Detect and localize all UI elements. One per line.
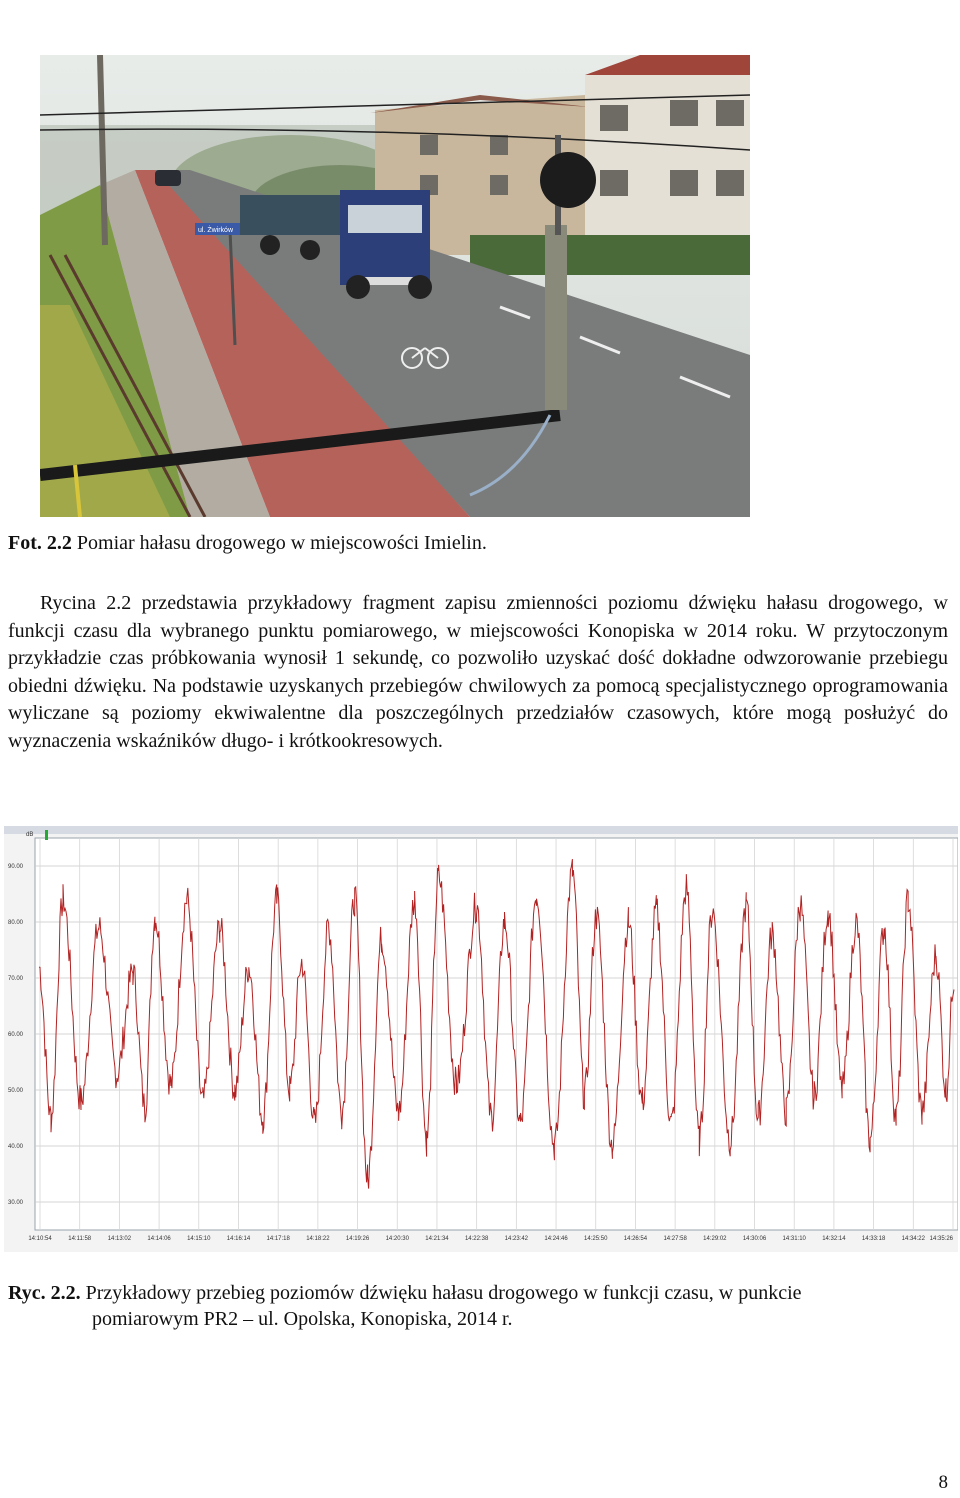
x-tick-label: 14:11:58 <box>68 1236 92 1242</box>
x-tick-label: 14:15:10 <box>187 1236 211 1242</box>
hedge <box>470 235 750 275</box>
figure-caption-line1: Przykładowy przebieg poziomów dźwięku hałasu drogowego w funkcji czasu, w punkcie <box>80 1282 802 1304</box>
x-tick-label: 14:16:14 <box>226 1236 251 1242</box>
y-tick-label: 70.00 <box>8 976 24 982</box>
x-tick-label: 14:32:14 <box>822 1236 846 1242</box>
x-tick-label: 14:31:10 <box>782 1236 806 1242</box>
x-tick-label: 14:30:06 <box>742 1236 767 1242</box>
x-tick-label: 14:29:02 <box>703 1236 727 1242</box>
figure-caption-line2: pomiarowym PR2 – ul. Opolska, Konopiska, 2014 r. <box>92 1308 513 1330</box>
y-tick-label: 60.00 <box>8 1032 24 1038</box>
x-tick-label: 14:13:02 <box>107 1236 132 1242</box>
x-tick-label: 14:10:54 <box>28 1236 52 1242</box>
body-paragraph: Rycina 2.2 przedstawia przykładowy fragment zapisu zmienności poziomu dźwięku hałasu drogowego, w funkcji czasu dla wybranego punktu pomiarowego, w miejscowości Konopiska w 2014 roku. W przytoczonym przykładzie czas próbkowania wynosił 1 sekundę, co pozwoliło uzyskać dość dokładne odwzorowanie przebiegu obiedni dźwięku. Na podstawie uzyskanych przebiegów chwilowych za pomocą specjalistycznego oprogramowania wyliczane są poziomy ekwiwalentne dla poszczególnych przedziałów czasowych, które mogą posłużyć do wyznaczenia wskaźników długo- i krótkookresowych. <box>8 592 948 752</box>
photo-caption <box>8 530 487 556</box>
y-tick-label: 50.00 <box>8 1088 24 1094</box>
x-tick-label: 14:17:18 <box>266 1236 290 1242</box>
car <box>155 170 181 186</box>
y-tick-label: 80.00 <box>8 920 24 926</box>
x-tick-label: 14:35:26 <box>929 1236 953 1242</box>
chart-svg <box>4 826 958 1252</box>
x-tick-label: 14:14:06 <box>147 1236 171 1242</box>
y-tick-label: 90.00 <box>8 864 24 870</box>
y-axis-label: dB <box>26 832 34 838</box>
x-tick-label: 14:26:54 <box>623 1236 648 1242</box>
microphone-windscreen <box>540 152 596 208</box>
x-tick-label: 14:34:22 <box>901 1236 925 1242</box>
street-sign-text: ul. Żwirków <box>198 227 234 234</box>
x-tick-label: 14:20:30 <box>385 1236 409 1242</box>
y-tick-label: 30.00 <box>8 1200 24 1206</box>
x-tick-label: 14:22:38 <box>464 1236 489 1242</box>
marker <box>45 830 48 840</box>
photo-illustration <box>40 55 750 517</box>
y-tick-label: 40.00 <box>8 1144 24 1150</box>
x-tick-label: 14:25:50 <box>584 1236 608 1242</box>
figure-caption-label: Ryc. 2.2. <box>8 1282 81 1304</box>
page-number: 8 <box>938 1472 948 1493</box>
x-tick-label: 14:21:34 <box>425 1236 449 1242</box>
x-tick-label: 14:23:42 <box>504 1236 529 1242</box>
sound-level-chart <box>4 826 958 1252</box>
x-tick-label: 14:24:46 <box>544 1236 568 1242</box>
road-noise-measurement-photo <box>40 55 750 517</box>
x-tick-label: 14:18:22 <box>306 1236 330 1242</box>
figure-caption <box>8 1280 950 1332</box>
x-tick-label: 14:33:18 <box>861 1236 886 1242</box>
photo-caption-text: Pomiar hałasu drogowego w miejscowości Imielin. <box>71 532 487 554</box>
photo-caption-label: Fot. 2.2 <box>8 532 72 554</box>
x-tick-label: 14:27:58 <box>663 1236 687 1242</box>
x-tick-label: 14:19:26 <box>345 1236 370 1242</box>
